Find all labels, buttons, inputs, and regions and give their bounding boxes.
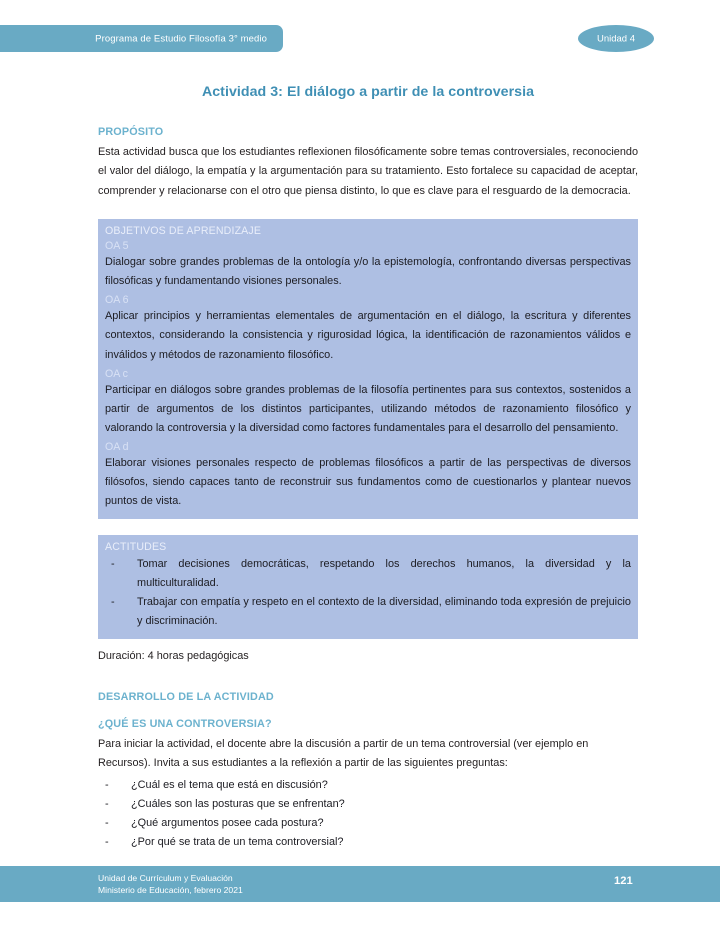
list-item: - ¿Qué argumentos posee cada postura? <box>98 814 638 833</box>
activity-title: Actividad 3: El diálogo a partir de la controversia <box>201 84 535 100</box>
unit-badge <box>578 25 654 52</box>
actitudes-list <box>105 555 631 631</box>
actitudes-box <box>98 535 638 639</box>
controversia-heading: ¿QUÉ ES UNA CONTROVERSIA? <box>98 717 272 730</box>
oa-text-3: Elaborar visiones personales respecto de problemas filosóficos a partir de las perspectivas de diversos filósofos, siendo capaces tanto de reconstruir sus fundamentos como de cuestionarlos y plantear nuevos puntos de vista. <box>105 456 631 507</box>
oa-text-1: Aplicar principios y herramientas elementales de argumentación en el diálogo, la escritura y diferentes contextos, considerando la consistencia y rigurosidad lógica, la identificación de razonamientos válidos e inválidos y métodos de razonamiento filosófico. <box>105 310 631 361</box>
page-footer <box>0 866 720 902</box>
footer-line-2: Ministerio de Educación, febrero 2021 <box>98 885 243 896</box>
list-item: - ¿Por qué se trata de un tema controversial? <box>98 833 638 852</box>
duration-text: Duración: 4 horas pedagógicas <box>98 650 249 663</box>
program-banner-label: Programa de Estudio Filosofía 3° medio <box>95 33 267 44</box>
controversia-paragraph: Para iniciar la actividad, el docente abre la discusión a partir de un tema controversial (ver ejemplo en Recursos). Invita a sus estudiantes a la reflexión a partir de las siguientes preguntas: <box>98 737 589 770</box>
oa-code-0: OA 5 <box>105 240 129 253</box>
desarrollo-heading: DESARROLLO DE LA ACTIVIDAD <box>98 690 274 703</box>
footer-credits <box>98 872 243 897</box>
unit-badge-label: Unidad 4 <box>596 33 636 44</box>
list-item: - Trabajar con empatía y respeto en el contexto de la diversidad, eliminando toda expresión de prejuicio y discriminación. <box>105 593 631 631</box>
list-item: - Tomar decisiones democráticas, respetando los derechos humanos, la diversidad y la multiculturalidad. <box>105 555 631 593</box>
oa-code-3: OA d <box>105 440 129 453</box>
page-header <box>0 0 720 68</box>
oa-code-2: OA c <box>105 367 128 380</box>
page-number: 121 <box>614 875 633 887</box>
footer-line-1: Unidad de Currículum y Evaluación <box>98 873 233 883</box>
oa-text-2: Participar en diálogos sobre grandes problemas de la filosofía pertinentes para sus contextos, sostenidos a partir de argumentos de los distintos participantes, utilizando métodos de razonamiento filosófico y valorando la controversia y la diversidad como factores fundamentales para el desarrollo del pensamiento. <box>105 383 631 434</box>
objetivos-box-heading: OBJETIVOS DE APRENDIZAJE <box>105 225 262 238</box>
objetivos-aprendizaje-box <box>98 219 638 519</box>
list-item: - ¿Cuáles son las posturas que se enfrentan? <box>98 795 638 814</box>
program-banner <box>0 25 283 52</box>
proposito-heading: PROPÓSITO <box>98 126 164 138</box>
oa-code-1: OA 6 <box>105 294 129 307</box>
list-item: - ¿Cuál es el tema que está en discusión? <box>98 776 638 795</box>
oa-text-0: Dialogar sobre grandes problemas de la ontología y/o la epistemología, confrontando diversas perspectivas filosóficas y fundamentando visiones personales. <box>105 256 631 288</box>
actitudes-box-heading: ACTITUDES <box>105 541 167 554</box>
proposito-paragraph: Esta actividad busca que los estudiantes reflexionen filosóficamente sobre temas controversiales, reconociendo el valor del diálogo, la empatía y la argumentación para su tratamiento. Esto fortalece su capacidad de aceptar, comprender y relacionarse con el otro que piensa distinto, lo que es clave para el resguardo de la democracia. <box>98 146 638 197</box>
page-content <box>98 68 638 852</box>
preguntas-list <box>98 776 638 852</box>
